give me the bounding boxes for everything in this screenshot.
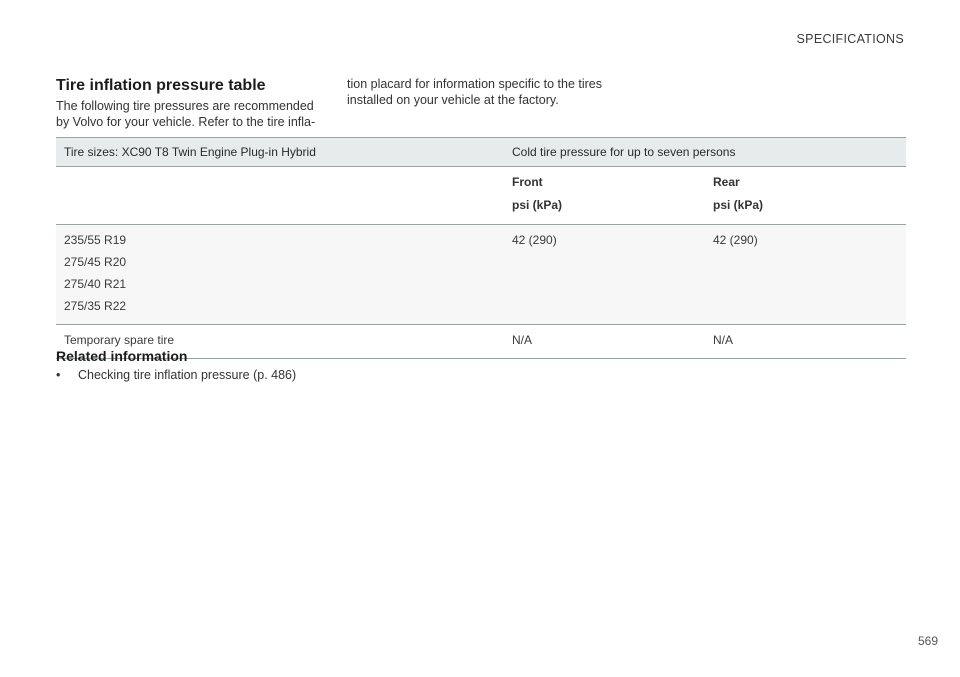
intro-column-left [56,76,318,130]
related-information-title: Related information [56,348,188,364]
tire-size: 235/55 R19 [64,233,127,247]
rear-pressure-value: 42 (290) [713,233,758,247]
intro-paragraph-right: tion placard for information specific to the tires installed on your vehicle at the factory. [347,77,602,107]
intro-column-right [347,76,617,108]
tire-pressure-table [56,137,906,359]
front-pressure-value: N/A [512,333,533,347]
rear-pressure-cell [705,225,906,325]
related-link-text[interactable]: Checking tire inflation pressure (p. 486) [78,368,297,382]
subheader-empty-cell [56,167,504,225]
front-label: Front [512,175,543,189]
rear-pressure-cell [705,325,906,359]
table-header-row [56,138,906,167]
front-unit: psi (kPa) [512,198,563,212]
front-pressure-cell [504,225,705,325]
bullet-icon: • [56,368,61,382]
front-pressure-value: 42 (290) [512,233,557,247]
running-header: SPECIFICATIONS [796,32,904,46]
tire-size: Temporary spare tire [64,333,175,347]
section-title: Tire inflation pressure table [56,77,266,94]
intro-section [56,76,756,136]
subheader-front [504,167,705,225]
tire-size: 275/45 R20 [64,255,127,269]
table-row [56,225,906,325]
rear-pressure-value: N/A [713,333,734,347]
page-number: 569 [917,634,938,648]
tire-size: 275/40 R21 [64,277,127,291]
header-tire-sizes: Tire sizes: XC90 T8 Twin Engine Plug-in Hybrid [56,138,504,167]
rear-label: Rear [713,175,740,189]
related-information-section [56,347,556,383]
rear-unit: psi (kPa) [713,198,764,212]
related-link-item[interactable] [56,367,556,383]
header-cold-pressure: Cold tire pressure for up to seven persons [504,138,906,167]
subheader-rear [705,167,906,225]
intro-paragraph-left: The following tire pressures are recommended by Volvo for your vehicle. Refer to the tire infla- [56,99,316,129]
tire-sizes-cell [56,225,504,325]
table-subheader-row [56,167,906,225]
tire-size: 275/35 R22 [64,299,127,313]
